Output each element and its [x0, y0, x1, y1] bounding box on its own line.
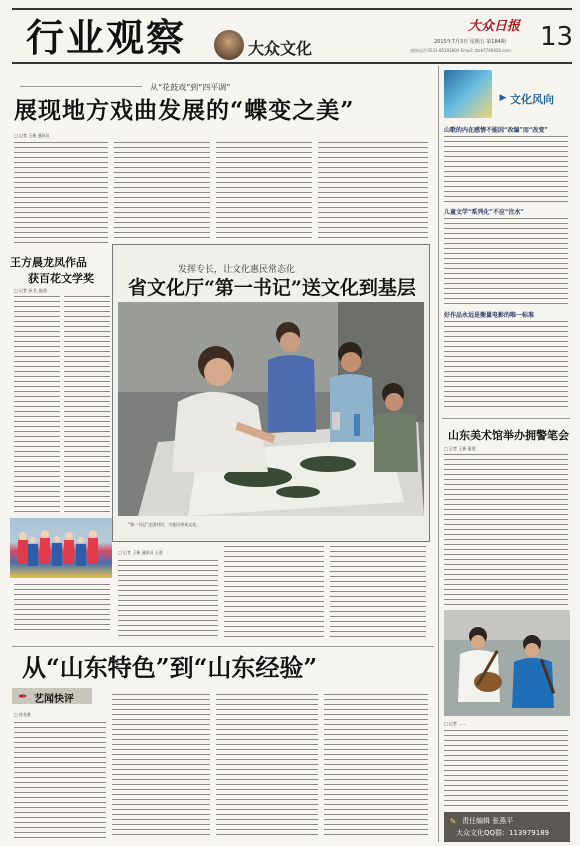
main-story-col3 — [216, 140, 312, 240]
feature-photo-caption: “第一书记”走进村民，为基层带来文化。 — [128, 522, 201, 527]
date-line: 2015年7月3日 星期五 第184期 — [434, 39, 506, 45]
sidebar-item2-title: 儿童文学“系列化”不应“注水” — [444, 209, 524, 216]
sidebar-item1-title: 山歌的内在感情不能因“改编”而“改变” — [444, 127, 548, 134]
sidebar-rule — [442, 418, 570, 419]
feature-kicker: 发挥专长，让文化惠民常态化 — [178, 265, 296, 275]
sidebar-header-image — [444, 70, 492, 118]
sidebar-item2-text — [444, 216, 568, 306]
opera-photo — [10, 518, 112, 578]
sidebar-news-text — [444, 452, 568, 608]
feature-col3 — [330, 544, 426, 640]
feature-col2 — [224, 544, 324, 640]
story2-headline-1: 王方晨龙凤作品 — [10, 256, 87, 269]
kicker-rule — [20, 86, 142, 87]
main-story-col2 — [114, 140, 210, 240]
feature-photo — [118, 302, 424, 516]
bottom-col1 — [14, 720, 106, 838]
column-title: 艺闻快评 — [34, 694, 74, 705]
masthead-top-rule — [12, 8, 572, 10]
quill-icon: ✒ — [18, 689, 28, 703]
section-subtitle: 大众文化 — [248, 39, 313, 58]
sidebar-photo-text — [444, 728, 568, 806]
main-headline: 展现地方戏曲发展的“蝶变之美” — [14, 97, 355, 124]
bottom-col3 — [216, 692, 318, 838]
main-story-col1 — [14, 140, 108, 240]
newspaper-logo: 大众日报 — [468, 19, 521, 34]
sidebar-bullet-icon: ▶ — [499, 93, 507, 103]
page-number: 13 — [540, 22, 574, 52]
bottom-col4 — [324, 692, 428, 838]
sidebar-item3-text — [444, 319, 568, 409]
bottom-headline: 从“山东特色”到“山东经验” — [22, 653, 318, 682]
section-title: 行业观察 — [26, 15, 187, 60]
feature-headline: 省文化厅“第一书记”送文化到基层 — [128, 277, 416, 299]
feature-byline: □ 记者 王新 通讯员 王进 — [118, 550, 163, 555]
story2-col2 — [64, 294, 110, 516]
left-col-text-top — [14, 240, 108, 247]
story2-col3 — [14, 582, 110, 630]
story2-byline: □ 记者 孙 扎 报道 — [14, 288, 47, 293]
bottom-section-rule — [12, 646, 434, 647]
musicians-photo — [444, 610, 570, 716]
story2-headline-2: 获百花文学奖 — [28, 272, 94, 285]
section-badge — [214, 30, 244, 60]
sidebar-news-headline: 山东美术馆举办拥警笔会 — [448, 429, 569, 442]
main-story-byline: □ 记者 王新 通讯员 — [14, 133, 50, 138]
sidebar-byline1: □ 记者 王新 报道 — [444, 446, 476, 451]
masthead-bottom-rule — [12, 62, 572, 64]
qq-line: 大众文化QQ群：113979189 — [456, 829, 550, 837]
editor-line: 责任编辑 张燕平 — [462, 817, 514, 825]
sidebar-title: 文化风向 — [510, 93, 554, 106]
story2-col1 — [14, 294, 60, 516]
pen-icon: ✎ — [449, 816, 457, 826]
sidebar-item1-text — [444, 134, 568, 204]
contact-line: 热线电话:0531-85193604 Email: dzrb7749426.com — [410, 48, 511, 53]
main-story-kicker: 从“花鼓戏”到“四平调” — [150, 83, 231, 92]
feature-col1 — [118, 558, 218, 640]
bottom-col2 — [112, 692, 210, 838]
bottom-byline: □ 孙先胜 — [14, 712, 32, 717]
main-story-col5 — [332, 140, 428, 240]
sidebar-byline2: □ 记者 …… — [444, 721, 467, 726]
sidebar-item3-title: 好作品永远是衡量电影的唯一标准 — [444, 312, 535, 319]
